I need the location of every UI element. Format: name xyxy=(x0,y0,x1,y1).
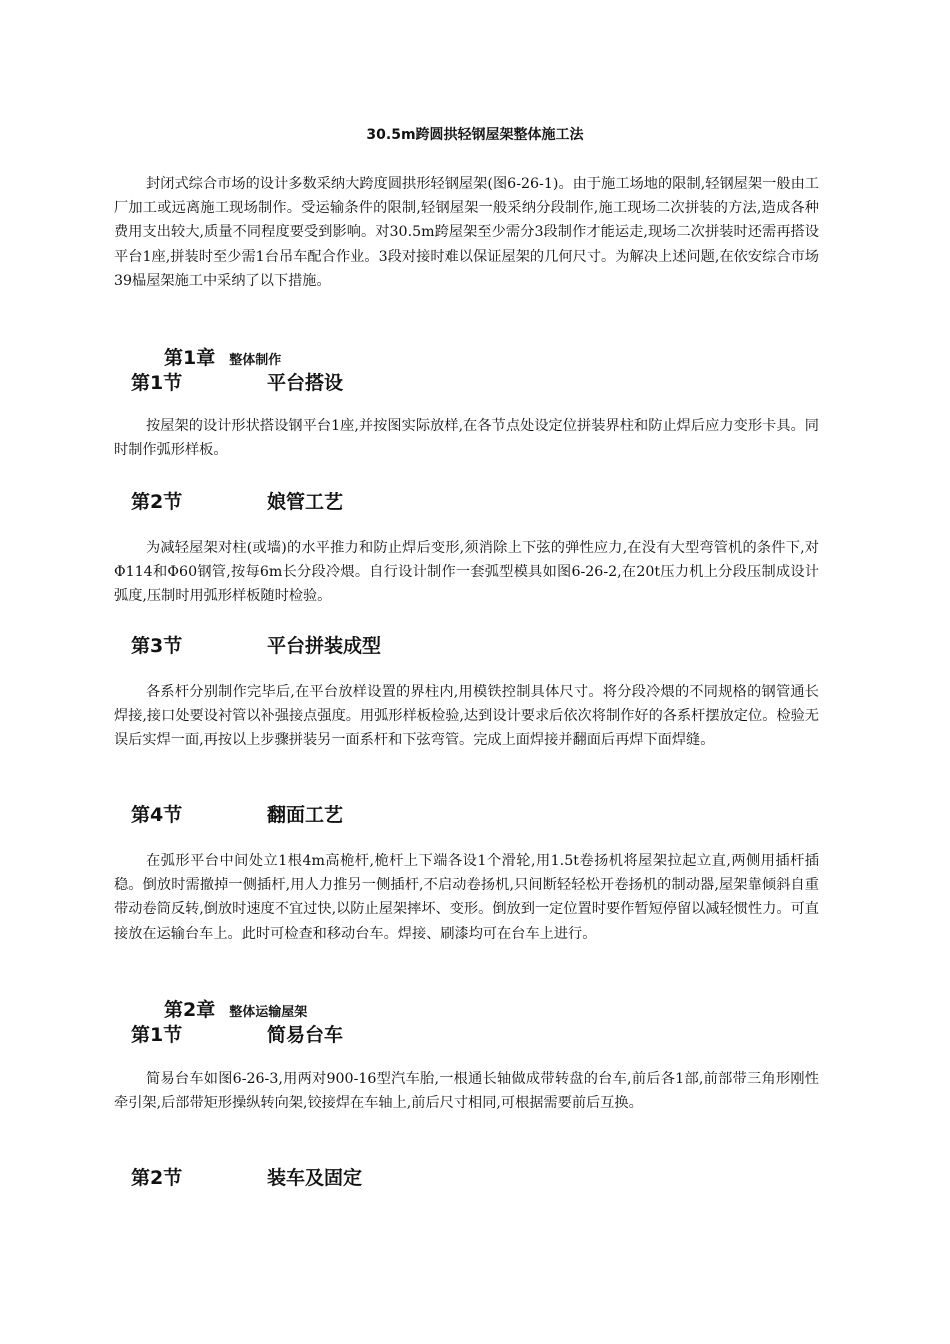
chapter-1-heading xyxy=(164,343,281,370)
chapter-name: 整体运输屋架 xyxy=(229,1005,308,1020)
section-heading xyxy=(131,800,344,827)
section-paragraph: 在弧形平台中间处立1根4m高桅杆,桅杆上下端各设1个滑轮,用1.5t卷扬机将屋架拉起立直,两侧用插杆插稳。倒放时需撤掉一侧插杆,用人力推另一侧插杆,不启动卷扬机,只间断轻轻松开卷扬机的制动器,屋架靠倾斜自重带动卷筒反转,倒放时速度不宜过快,以防止屋架摔坏、变形。倒放到一定位置时要作暂短停留以减轻惯性力。可直接放在运输台车上。此时可检查和移动台车。焊接、刷漆均可在台车上进行。 xyxy=(114,853,819,942)
section-number: 第2节 xyxy=(131,491,183,513)
chapter-name: 整体制作 xyxy=(229,353,282,368)
section-number: 第3节 xyxy=(131,635,183,657)
section-paragraph: 各系杆分别制作完毕后,在平台放样设置的界柱内,用模铁控制具体尺寸。将分段冷煨的不同规格的钢管通长焊接,接口处要设衬管以补强接点强度。用弧形样板检验,达到设计要求后依次将制作好的各系杆摆放定位。检验无误后实焊一面,再按以上步骤拼装另一面系杆和下弦弯管。完成上面焊接并翻面后再焊下面焊缝。 xyxy=(114,684,819,749)
document-title: 30.5m跨圆拱轻钢屋架整体施工法 xyxy=(366,127,584,143)
section-name: 翻面工艺 xyxy=(267,804,344,826)
section-name: 娘管工艺 xyxy=(267,491,344,513)
section-name: 平台搭设 xyxy=(267,372,344,394)
section-number: 第1节 xyxy=(131,1024,183,1046)
section-paragraph: 按屋架的设计形状搭设钢平台1座,并按图实际放样,在各节点处设定位拼装界柱和防止焊后应力变形卡具。同时制作弧形样板。 xyxy=(114,418,819,459)
section-heading xyxy=(131,1020,344,1047)
section-heading xyxy=(131,368,344,395)
section-number: 第2节 xyxy=(131,1167,183,1189)
section-heading xyxy=(131,631,382,658)
section-name: 简易台车 xyxy=(267,1024,344,1046)
intro-paragraph: 封闭式综合市场的设计多数采纳大跨度圆拱形轻钢屋架(图6-26-1)。由于施工场地的限制,轻钢屋架一般由工厂加工或远离施工现场制作。受运输条件的限制,轻钢屋架一般采纳分段制作,施工现场二次拼装的方法,造成各种费用支出较大,质量不同程度要受到影响。对30.5m跨屋架至少需分3段制作才能运走,现场二次拼装时还需再搭设平台1座,拼装时至少需1台吊车配合作业。3段对接时难以保证屋架的几何尺寸。为解决上述问题,在依安综合市场39榀屋架施工中采纳了以下措施。 xyxy=(114,176,819,289)
section-number: 第4节 xyxy=(131,804,183,826)
chapter-number: 第1章 xyxy=(164,347,216,369)
section-heading xyxy=(131,487,344,514)
section-number: 第1节 xyxy=(131,372,183,394)
section-heading xyxy=(131,1163,363,1190)
section-name: 装车及固定 xyxy=(267,1167,363,1189)
chapter-number: 第2章 xyxy=(164,999,216,1021)
section-paragraph: 为减轻屋架对柱(或墙)的水平推力和防止焊后变形,须消除上下弦的弹性应力,在没有大型弯管机的条件下,对Φ114和Φ60钢管,按每6m长分段冷煨。自行设计制作一套弧型模具如图6-26-2,在20t压力机上分段压制成设计弧度,压制时用弧形样板随时检验。 xyxy=(114,540,819,605)
section-name: 平台拼装成型 xyxy=(267,635,382,657)
chapter-2-heading xyxy=(164,995,307,1022)
section-paragraph: 简易台车如图6-26-3,用两对900-16型汽车胎,一根通长轴做成带转盘的台车,前后各1部,前部带三角形刚性牵引架,后部带矩形操纵转向架,铰接焊在车轴上,前后尺寸相同,可根据需要前后互换。 xyxy=(114,1071,819,1112)
